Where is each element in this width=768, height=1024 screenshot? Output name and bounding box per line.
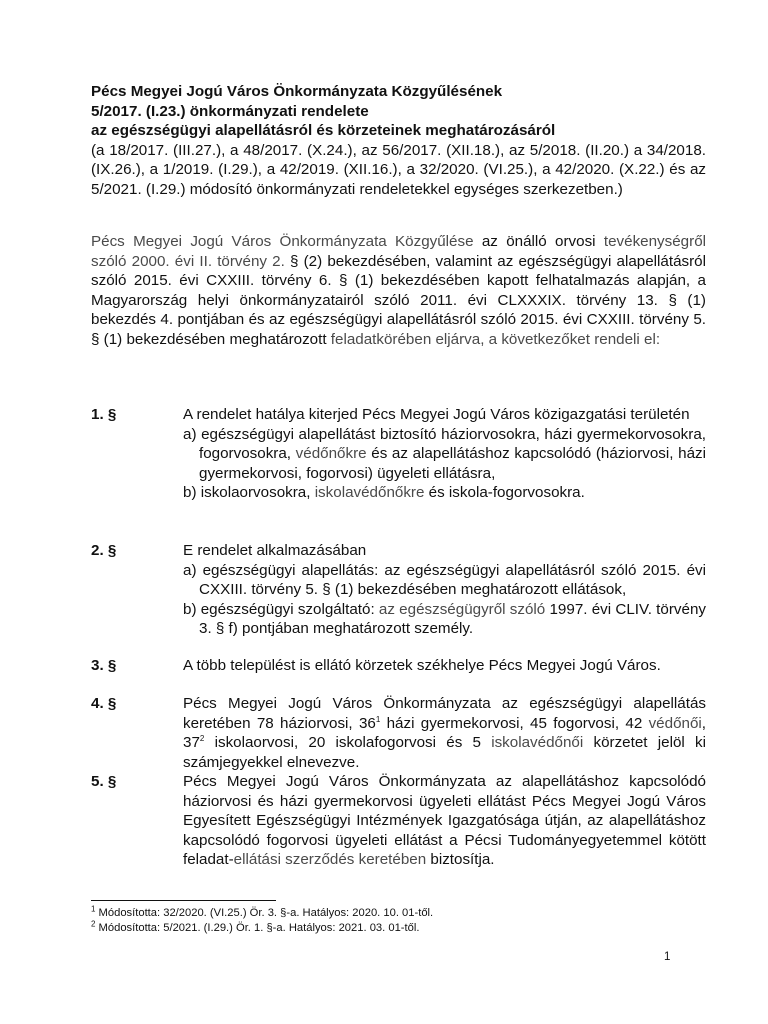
- section-5-text2: ellátási szerződés keretében: [233, 851, 427, 869]
- section-1-item-b-text1: b) iskolaorvosokra,: [183, 484, 315, 502]
- footnote-ref-2[interactable]: 2: [199, 734, 205, 744]
- section-4-text: [183, 694, 706, 772]
- section-4-text7: körzetet jelöl ki számjegyekkel elnevezve.: [183, 734, 706, 771]
- section-4-text1: Pécs Megyei Jogú Város Önkormányzata az egészségügyi alapellátás keretében 78 háziorvosi, 36: [183, 695, 706, 732]
- header-title-line1: Pécs Megyei Jogú Város Önkormányzata Közgyűlésének: [91, 83, 503, 100]
- preamble-part2: az önálló orvosi: [473, 233, 604, 250]
- footnote-2-text: Módosította: 5/2021. (I.29.) Ör. 1. §-a. Hatályos: 2021. 03. 01-től.: [95, 922, 420, 934]
- section-3: [91, 656, 706, 676]
- section-2-item-b-text3: 1997. évi CLIV. törvény 3. § f) pontjában meghatározott személy.: [199, 600, 706, 638]
- section-5-number: 5. §: [91, 773, 117, 790]
- section-4-text4: , 37: [183, 714, 707, 752]
- section-1-number: 1. §: [91, 406, 117, 423]
- footnote-divider: [91, 900, 276, 901]
- section-5: [91, 772, 706, 870]
- section-1-item-b-text3: és iskola-fogorvosokra.: [424, 484, 585, 502]
- section-1-item-a-text3: és az alapellátáshoz kapcsolódó (háziorvosi, házi gyermekorvosi, fogorvosi) ügyeleti ellátásra,: [199, 445, 706, 482]
- preamble-part1: Pécs Megyei Jogú Város Önkormányzata Közgyűlése: [91, 233, 474, 250]
- section-1-item-b-text2: iskolavédőnőkre: [314, 484, 425, 502]
- preamble-part3: tevékenységről szóló 2000. évi II. törvény 2.: [91, 233, 707, 270]
- section-1-item-a-text1: a) egészségügyi alapellátást biztosító háziorvosokra, házi gyermekorvosokra, fogorvosokra,: [183, 425, 706, 463]
- section-1-intro: A rendelet hatálya kiterjed Pécs Megyei Jogú Város közigazgatási területén: [183, 406, 690, 423]
- section-2-item-b: [183, 600, 706, 639]
- section-4-text2: házi gyermekorvosi, 45 fogorvosi, 42: [380, 714, 649, 732]
- section-4-number: 4. §: [91, 695, 117, 712]
- section-3-text: A több települést is ellátó körzetek székhelye Pécs Megyei Jogú Város.: [183, 657, 661, 674]
- footnotes: [91, 906, 706, 936]
- section-2-item-a: a) egészségügyi alapellátás: az egészségügyi alapellátásról szóló 2015. évi CXXIII. törvény 5. § (1) bekezdésében meghatározott ellátások,: [183, 561, 706, 599]
- section-2-intro: E rendelet alkalmazásában: [183, 542, 367, 559]
- section-2-number: 2. §: [91, 542, 117, 559]
- section-2-item-b-text2: az egészségügyről szóló: [378, 600, 546, 618]
- footnote-1: [91, 906, 706, 921]
- section-4-text3: védőnői: [648, 714, 702, 732]
- footnote-2-mark: 2: [91, 919, 96, 929]
- section-3-number: 3. §: [91, 657, 117, 674]
- section-5-text: [183, 772, 706, 870]
- section-4-text5: iskolaorvosi, 20 iskolafogorvosi és 5: [204, 734, 492, 752]
- section-1-item-a: [183, 425, 706, 484]
- document-header: [91, 82, 706, 200]
- section-2-item-b-text1: b) egészségügyi szolgáltató:: [183, 600, 379, 618]
- footnote-1-mark: 1: [91, 904, 96, 914]
- footnote-1-text: Módosította: 32/2020. (VI.25.) Ör. 3. §-a. Hatályos: 2020. 10. 01-től.: [95, 907, 434, 919]
- section-1: [91, 405, 706, 503]
- footnote-2: [91, 921, 706, 936]
- section-1-item-a-text2: védőnőkre: [295, 445, 367, 463]
- section-5-text1: Pécs Megyei Jogú Város Önkormányzata az alapellátáshoz kapcsolódó háziorvosi és házi gyermekorvosi ügyeleti ellátást Pécs Megyei Jogú Város Egyesített Egészségügyi Intézmények Igazgatósága útján, az alapellátáshoz kapcsolódó fogorvosi ügyeleti ellátást a Pécsi Tudományegyetemmel kötött feladat-: [183, 773, 706, 869]
- header-title-line3: az egészségügyi alapellátásról és körzeteinek meghatározásáról: [91, 122, 556, 140]
- preamble-part5: feladatkörében eljárva, a következőket rendeli el:: [330, 330, 661, 348]
- preamble: [91, 232, 706, 350]
- header-title-line2: 5/2017. (I.23.) önkormányzati rendelete: [91, 102, 369, 120]
- header-amendments: (a 18/2017. (III.27.), a 48/2017. (X.24.), az 56/2017. (XII.18.), az 5/2018. (II.20.) a 34/2018. (IX.26.), a 1/2019. (I.29.), a 42/2019. (XII.16.), a 32/2020. (VI.25.), a 42/2020. (X.22.) és az 5/2021. (I.29.) módosító önkormányzati rendeletekkel egységes szerkezetben.): [91, 141, 706, 198]
- preamble-part4: § (2) bekezdésében, valamint az egészségügyi alapellátásról szóló 2015. évi CXXIII. törvény 6. § (1) bekezdésében kapott felhatalmazás alapján, a Magyarország helyi önkormányzatairól szóló 2011. évi CLXXXIX. törvény 13. § (1) bekezdés 4. pontjában és az egészségügyi alapellátásról szóló 2015. évi CXXIII. törvény 5. § (1) bekezdésében meghatározott: [91, 252, 706, 348]
- section-4-text6: iskolavédőnői: [491, 734, 584, 752]
- footnote-ref-1[interactable]: 1: [375, 714, 381, 724]
- section-4: [91, 694, 706, 772]
- section-1-item-b: [183, 483, 706, 503]
- page-number: 1: [664, 951, 671, 963]
- section-5-text3: biztosítja.: [426, 851, 495, 869]
- section-2: [91, 541, 706, 639]
